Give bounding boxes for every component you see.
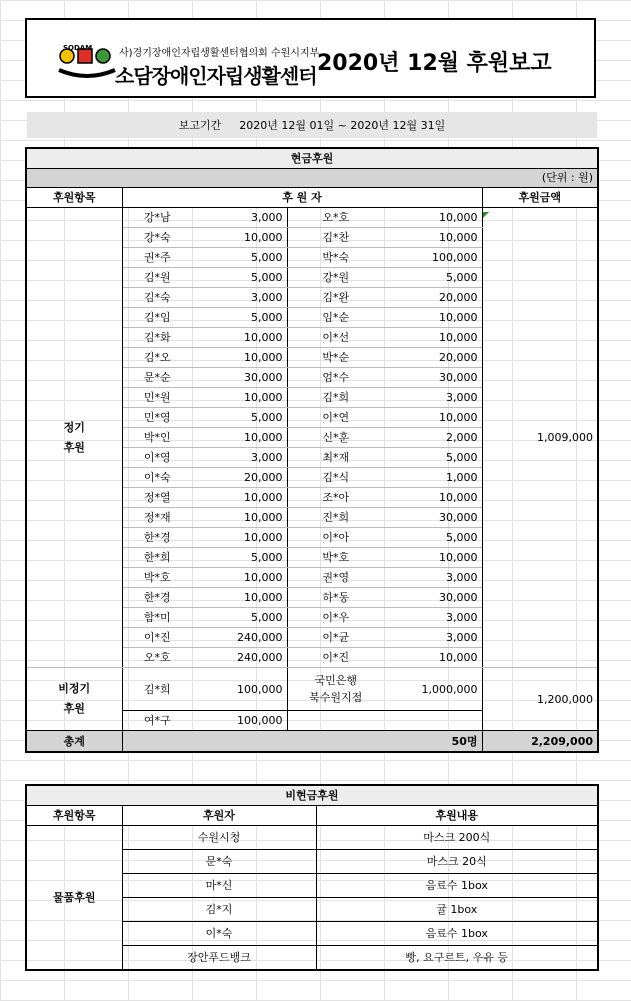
donor-name: 권*영 — [287, 568, 384, 588]
donor-name-line: 국민은행 — [314, 674, 357, 687]
donor-name: 김*원 — [122, 268, 192, 288]
donor-amount: 3,000 — [192, 448, 287, 468]
report-header — [25, 18, 596, 98]
donor-name: 김*완 — [287, 288, 384, 308]
donor-amount: 5,000 — [384, 448, 482, 468]
col-amount: 후원금액 — [482, 188, 598, 208]
donor-amount: 10,000 — [192, 328, 287, 348]
report-period — [27, 112, 597, 138]
donor-amount: 3,000 — [384, 628, 482, 648]
category-label: 후원 — [63, 702, 85, 715]
donor-amount: 10,000 — [192, 228, 287, 248]
donor-name: 김*희 — [122, 668, 192, 711]
cash-section-title: 현금후원 — [26, 148, 598, 169]
donor-name: 김*식 — [287, 468, 384, 488]
donor-name: 이*숙 — [122, 468, 192, 488]
donor-amount: 5,000 — [192, 408, 287, 428]
donor-amount: 2,000 — [384, 428, 482, 448]
donor-name: 권*주 — [122, 248, 192, 268]
table-row — [26, 826, 598, 850]
sodam-logo — [57, 30, 117, 90]
donation-content: 귤 1box — [316, 898, 598, 922]
col-category: 후원항목 — [26, 188, 122, 208]
donor-name: 장안푸드뱅크 — [122, 946, 316, 971]
donor-name: 임*순 — [287, 308, 384, 328]
donation-content: 마스크 200식 — [316, 826, 598, 850]
donor-amount: 3,000 — [192, 208, 287, 228]
category-goods: 물품후원 — [26, 826, 122, 971]
donor-amount: 10,000 — [192, 568, 287, 588]
donor-amount: 30,000 — [384, 508, 482, 528]
org-name: 사)경기장애인자립생활센터협의회 수원시지부 — [119, 48, 320, 59]
donor-amount: 10,000 — [192, 528, 287, 548]
donor-amount: 100,000 — [192, 668, 287, 711]
donor-amount: 100,000 — [192, 711, 287, 731]
donor-name: 강*숙 — [122, 228, 192, 248]
donor-name: 박*인 — [122, 428, 192, 448]
donor-name: 이*선 — [287, 328, 384, 348]
donor-amount: 5,000 — [192, 308, 287, 328]
donor-name: 정*열 — [122, 488, 192, 508]
donor-amount: 10,000 — [384, 328, 482, 348]
noncash-section-title: 비현금후원 — [26, 785, 598, 806]
donor-name: 진*희 — [287, 508, 384, 528]
donor-name-line: 북수원지점 — [309, 691, 363, 704]
donor-name: 민*원 — [122, 388, 192, 408]
donor-name: 하*동 — [287, 588, 384, 608]
donor-name: 김*화 — [122, 328, 192, 348]
donor-amount: 1,000 — [384, 468, 482, 488]
donor-amount: 5,000 — [192, 608, 287, 628]
donor-amount: 10,000 — [384, 308, 482, 328]
donor-amount: 10,000 — [384, 488, 482, 508]
donor-amount: 10,000 — [192, 488, 287, 508]
donor-name: 여*구 — [122, 711, 192, 731]
donor-name: 박*숙 — [287, 248, 384, 268]
donor-name: 이*균 — [287, 628, 384, 648]
donor-name: 김*임 — [122, 308, 192, 328]
donation-content: 마스크 20식 — [316, 850, 598, 874]
donor-amount: 20,000 — [384, 348, 482, 368]
donor-name: 한*경 — [122, 528, 192, 548]
donor-name: 이*진 — [287, 648, 384, 668]
donor-name: 오*호 — [287, 208, 384, 228]
donor-name: 박*순 — [287, 348, 384, 368]
donation-content: 음료수 1box — [316, 874, 598, 898]
donor-name: 정*재 — [122, 508, 192, 528]
donor-amount: 240,000 — [192, 628, 287, 648]
empty-cell — [384, 711, 482, 731]
donor-name: 최*재 — [287, 448, 384, 468]
donor-amount: 5,000 — [384, 528, 482, 548]
donor-amount: 240,000 — [192, 648, 287, 668]
category-label: 비정기 — [58, 682, 91, 695]
category-irregular — [26, 668, 122, 731]
donor-name: 엄*수 — [287, 368, 384, 388]
donor-amount: 10,000 — [192, 428, 287, 448]
donor-name: 조*아 — [287, 488, 384, 508]
donor-name: 이*영 — [122, 448, 192, 468]
donor-name: 김*찬 — [287, 228, 384, 248]
donor-amount: 1,000,000 — [384, 668, 482, 711]
donor-name: 이*연 — [287, 408, 384, 428]
donor-name — [287, 668, 384, 711]
donor-amount: 3,000 — [192, 288, 287, 308]
donor-amount: 3,000 — [384, 608, 482, 628]
donor-amount: 10,000 — [192, 348, 287, 368]
center-name: 소담장애인자립생활센터 — [115, 64, 317, 88]
period-label: 보고기간 — [178, 119, 222, 132]
regular-total: 1,009,000 — [482, 208, 598, 668]
donor-amount: 5,000 — [384, 268, 482, 288]
donor-name: 박*호 — [122, 568, 192, 588]
donor-name: 박*호 — [287, 548, 384, 568]
donor-amount: 30,000 — [384, 368, 482, 388]
cash-donation-table — [25, 147, 599, 753]
donor-amount: 3,000 — [384, 568, 482, 588]
nc-col-category: 후원항목 — [26, 806, 122, 826]
donor-name: 한*경 — [122, 588, 192, 608]
nc-col-donor: 후원자 — [122, 806, 316, 826]
donor-name: 문*순 — [122, 368, 192, 388]
donor-name: 문*숙 — [122, 850, 316, 874]
donor-name: 함*미 — [122, 608, 192, 628]
donor-amount: 100,000 — [384, 248, 482, 268]
donor-amount: 3,000 — [384, 388, 482, 408]
donor-amount: 10,000 — [384, 548, 482, 568]
noncash-donation-table — [25, 784, 599, 971]
category-label: 후원 — [63, 440, 85, 454]
donor-name: 이*진 — [122, 628, 192, 648]
donor-amount: 30,000 — [192, 368, 287, 388]
donor-amount: 10,000 — [384, 228, 482, 248]
table-row — [26, 208, 598, 228]
donation-content: 음료수 1box — [316, 922, 598, 946]
nc-col-content: 후원내용 — [316, 806, 598, 826]
donor-name: 신*훈 — [287, 428, 384, 448]
donor-amount: 5,000 — [192, 248, 287, 268]
comment-marker-icon — [483, 212, 489, 218]
donor-name: 김*희 — [287, 388, 384, 408]
period-value: 2020년 12월 01일 ~ 2020년 12월 31일 — [239, 119, 446, 132]
donor-amount: 5,000 — [192, 268, 287, 288]
donor-name: 오*호 — [122, 648, 192, 668]
donor-name: 강*원 — [287, 268, 384, 288]
donor-name: 김*지 — [122, 898, 316, 922]
donor-amount: 30,000 — [384, 588, 482, 608]
summary-count: 50명 — [122, 731, 482, 753]
summary-label: 총계 — [26, 731, 122, 753]
unit-label: (단위 : 원) — [26, 169, 598, 188]
donor-amount: 10,000 — [384, 208, 482, 228]
donor-name: 수원시청 — [122, 826, 316, 850]
brand-small-label: SODAM — [63, 44, 93, 52]
donor-name: 이*숙 — [122, 922, 316, 946]
donor-amount: 10,000 — [192, 388, 287, 408]
donor-name: 이*아 — [287, 528, 384, 548]
col-donor: 후 원 자 — [122, 188, 482, 208]
donor-amount: 20,000 — [192, 468, 287, 488]
donation-content: 빵, 요구르트, 우유 등 — [316, 946, 598, 971]
donor-amount: 10,000 — [192, 588, 287, 608]
donor-name: 김*숙 — [122, 288, 192, 308]
summary-row — [26, 731, 598, 753]
summary-total: 2,209,000 — [482, 731, 598, 753]
donor-amount: 10,000 — [384, 408, 482, 428]
donor-amount: 20,000 — [384, 288, 482, 308]
irregular-total: 1,200,000 — [482, 668, 598, 731]
table-row — [26, 668, 598, 711]
empty-cell — [287, 711, 384, 731]
donor-name: 이*우 — [287, 608, 384, 628]
donor-name: 김*오 — [122, 348, 192, 368]
donor-amount: 5,000 — [192, 548, 287, 568]
donor-name: 마*신 — [122, 874, 316, 898]
donor-name: 강*남 — [122, 208, 192, 228]
page-title: 2020년 12월 후원보고 — [317, 51, 552, 76]
category-label: 정기 — [63, 420, 85, 434]
category-regular — [26, 208, 122, 668]
donor-name: 한*희 — [122, 548, 192, 568]
donor-name: 민*영 — [122, 408, 192, 428]
donor-amount: 10,000 — [384, 648, 482, 668]
donor-amount: 10,000 — [192, 508, 287, 528]
